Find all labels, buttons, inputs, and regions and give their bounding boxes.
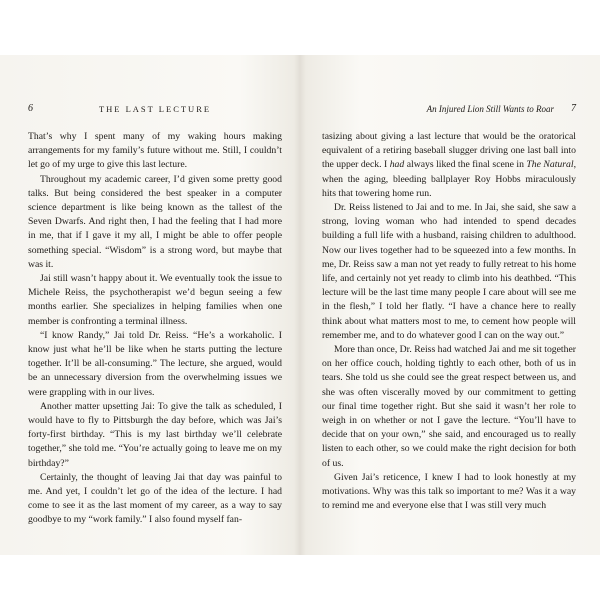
book-spread	[0, 55, 600, 555]
paragraph: Dr. Reiss listened to Jai and to me. In Jai, she said, she saw a strong, loving woman who had intended to spend decades building a full life with a husband, raising children to adulthood. Now our lives together had to be squeezed into a few months. In me, Dr. Reiss saw a man not yet ready to fully retreat to his home life, and certainly not yet ready to climb into his deathbed. “This lecture will be the last time many people I care about will see me in the flesh,” I told her flatly. “I have a chance here to really think about what matters most to me, to cement how people will remember me, and to do whatever good I can on the way out.”	[322, 202, 576, 341]
paragraph: Another matter upsetting Jai: To give the talk as scheduled, I would have to fly to Pittsburgh the day before, which was Jai’s forty-first birthday. “This is my last birthday we’ll celebrate together,” she told me. “You’re actually going to leave me on my birthday?”	[28, 400, 282, 469]
text-run: , when the aging, bleeding ballplayer Roy Hobbs miraculously hits that towering home run.	[322, 159, 576, 199]
right-page-number: 7	[571, 103, 576, 114]
left-page-number: 6	[28, 103, 33, 114]
text-run: tasizing about giving a last lecture that would be the oratorical equivalent of a retiring baseball slugger driving one last ball into the upper deck. I	[322, 131, 576, 171]
paragraph: Given Jai’s reticence, I knew I had to look honestly at my motivations. Why was this talk so important to me? Was it a way to remind me and everyone else that I was still very much	[322, 471, 576, 512]
right-page	[322, 55, 576, 555]
emphasis-had: had	[389, 159, 405, 171]
left-page	[28, 55, 282, 555]
text-run: always liked the final scene in	[404, 159, 527, 171]
paragraph: More than once, Dr. Reiss had watched Jai and me sit together on her office couch, holding tightly to each other, both of us in tears. She told us she could see the great respect between us, and she was often viscerally moved by our commitment to getting our final time together right. But she said it wasn’t her role to weigh in on whether or not I gave the lecture. “You’ll have to decide that on your own,” she said, and encouraged us to really listen to each other, so we could make the right decision for both of us.	[322, 344, 576, 469]
paragraph: Certainly, the thought of leaving Jai that day was painful to me. And yet, I couldn’t let go of the idea of the lecture. I had come to see it as the last moment of my career, as a way to say goodbye to my “work family.” I also found myself fan-	[28, 471, 282, 526]
right-running-head-title: An Injured Lion Still Wants to Roar	[426, 104, 554, 114]
left-running-head	[28, 102, 282, 116]
paragraph: Throughout my academic career, I’d given some pretty good talks. But being considered the best speaker in a computer science department is like being known as the tallest of the Seven Dwarfs. And right then, I had the feeling that I had more in me, that if I gave it my all, I might be able to offer people something special. “Wisdom” is a strong word, but maybe that was it.	[28, 173, 282, 270]
paragraph: That’s why I spent many of my waking hours making arrangements for my family’s future without me. Still, I couldn’t let go of my urge to give this last lecture.	[28, 131, 282, 171]
right-running-head	[322, 102, 576, 116]
left-page-body	[28, 130, 282, 528]
book-title-the-natural: The Natural	[526, 159, 574, 171]
paragraph	[322, 130, 576, 201]
paragraph: “I know Randy,” Jai told Dr. Reiss. “He’s a workaholic. I know just what he’ll be like when he starts putting the lecture together. It’ll be all-consuming.” The lecture, she argued, would be an unnecessary diversion from the overwhelming issues we were grappling with in our lives.	[28, 329, 282, 398]
left-running-head-title: THE LAST LECTURE	[98, 104, 212, 114]
paragraph: Jai still wasn’t happy about it. We eventually took the issue to Michele Reiss, the psychotherapist we’d begun seeing a few months earlier. She specializes in helping families when one member is confronting a terminal illness.	[28, 273, 282, 327]
right-page-body	[322, 130, 576, 513]
